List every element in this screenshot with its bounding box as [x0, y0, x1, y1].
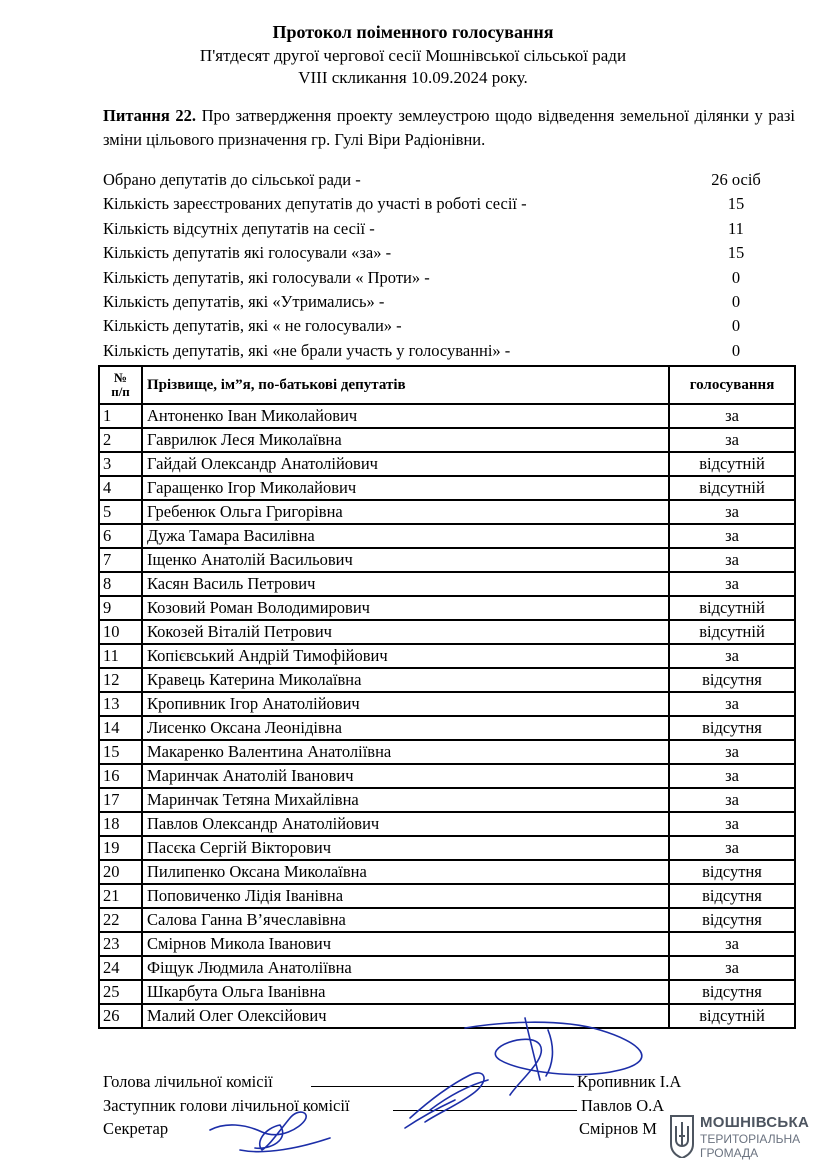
col-num-line2: п/п — [111, 384, 130, 399]
deputy-name: Павлов Олександр Анатолійович — [142, 812, 669, 836]
vote-result: за — [669, 788, 795, 812]
deputy-name: Малий Олег Олексійович — [142, 1004, 669, 1028]
vote-result: відсутній — [669, 452, 795, 476]
row-number: 19 — [99, 836, 142, 860]
deputy-name: Макаренко Валентина Анатоліївна — [142, 740, 669, 764]
stat-label: Кількість депутатів які голосували «за» - — [103, 243, 392, 263]
stat-label: Кількість депутатів, які « не голосували» - — [103, 316, 402, 336]
vote-result: за — [669, 740, 795, 764]
vote-result: відсутній — [669, 596, 795, 620]
vote-result: відсутня — [669, 884, 795, 908]
stat-value: 11 — [728, 218, 744, 238]
table-row — [99, 644, 795, 668]
deputy-name: Кропивник Ігор Анатолійович — [142, 692, 669, 716]
vote-result: за — [669, 500, 795, 524]
row-number: 10 — [99, 620, 142, 644]
vote-result: відсутній — [669, 1004, 795, 1028]
vote-result: відсутній — [669, 620, 795, 644]
signature-rule — [311, 1072, 574, 1087]
vote-result: відсутня — [669, 668, 795, 692]
deputy-name: Копієвський Андрій Тимофійович — [142, 644, 669, 668]
deputy-name: Гайдай Олександр Анатолійович — [142, 452, 669, 476]
secretary-name: Смірнов М — [579, 1119, 657, 1138]
stat-value: 0 — [731, 267, 741, 287]
stat-value: 15 — [727, 194, 745, 214]
row-number: 25 — [99, 980, 142, 1004]
table-row — [99, 692, 795, 716]
row-number: 2 — [99, 428, 142, 452]
row-number: 21 — [99, 884, 142, 908]
logo-line1: МОШНІВСЬКА — [700, 1114, 810, 1131]
row-number: 6 — [99, 524, 142, 548]
stat-row — [103, 316, 803, 340]
table-row — [99, 668, 795, 692]
deputy-name: Пилипенко Оксана Миколаївна — [142, 860, 669, 884]
signature-rule — [393, 1096, 577, 1111]
col-name-header: Прізвище, ім”я, по-батькові депутатів — [142, 366, 669, 404]
row-number: 16 — [99, 764, 142, 788]
deputy-name: Гаращенко Ігор Миколайович — [142, 476, 669, 500]
page-title: Протокол поіменного голосування — [272, 22, 554, 42]
table-row — [99, 836, 795, 860]
deputy-name: Гребенюк Ольга Григорівна — [142, 500, 669, 524]
row-number: 12 — [99, 668, 142, 692]
row-number: 7 — [99, 548, 142, 572]
row-number: 18 — [99, 812, 142, 836]
table-row — [99, 980, 795, 1004]
row-number: 9 — [99, 596, 142, 620]
table-row — [99, 764, 795, 788]
deputy-name: Кравець Катерина Миколаївна — [142, 668, 669, 692]
deputy-name: Антоненко Іван Миколайович — [142, 404, 669, 428]
stat-row — [103, 170, 803, 194]
logo-line2: ТЕРИТОРІАЛЬНА — [700, 1132, 801, 1146]
row-number: 1 — [99, 404, 142, 428]
vote-result: за — [669, 572, 795, 596]
question-paragraph — [103, 104, 795, 152]
vote-result: за — [669, 524, 795, 548]
deputy-name: Смірнов Микола Іванович — [142, 932, 669, 956]
table-row — [99, 452, 795, 476]
stat-row — [103, 219, 803, 243]
vote-result: за — [669, 644, 795, 668]
table-row — [99, 884, 795, 908]
deputy-name: Шкарбута Ольга Іванівна — [142, 980, 669, 1004]
row-number: 20 — [99, 860, 142, 884]
deputy-name: Дужа Тамара Василівна — [142, 524, 669, 548]
vote-result: за — [669, 692, 795, 716]
logo-line3: ГРОМАДА — [700, 1146, 759, 1160]
question-text: Про затвердження проекту землеустрою щодо відведення земельної ділянки у разі зміни цільового призначення гр. Гулі Віри Радіонівни. — [103, 106, 795, 149]
deputy-name: Маринчак Тетяна Михайлівна — [142, 788, 669, 812]
col-num-line1: № — [113, 370, 128, 385]
row-number: 24 — [99, 956, 142, 980]
row-number: 3 — [99, 452, 142, 476]
row-number: 17 — [99, 788, 142, 812]
row-number: 22 — [99, 908, 142, 932]
row-number: 8 — [99, 572, 142, 596]
stat-label: Кількість депутатів, які голосували « Проти» - — [103, 267, 430, 287]
table-row — [99, 404, 795, 428]
table-row — [99, 500, 795, 524]
table-row — [99, 740, 795, 764]
vote-result: за — [669, 764, 795, 788]
vote-result: за — [669, 404, 795, 428]
row-number: 26 — [99, 1004, 142, 1028]
deputy-name: Лисенко Оксана Леонідівна — [142, 716, 669, 740]
col-vote-header: голосування — [669, 366, 795, 404]
deputy-name: Пасєка Сергій Вікторович — [142, 836, 669, 860]
deputy-role: Заступник голови лічильної комісії — [103, 1096, 350, 1115]
row-number: 4 — [99, 476, 142, 500]
vote-result: за — [669, 812, 795, 836]
table-row — [99, 812, 795, 836]
table-row — [99, 524, 795, 548]
stat-value: 15 — [727, 243, 745, 263]
deputy-name: Козовий Роман Володимирович — [142, 596, 669, 620]
vote-result: за — [669, 956, 795, 980]
vote-result: за — [669, 428, 795, 452]
stat-label: Кількість зареєстрованих депутатів до участі в роботі сесії - — [103, 194, 527, 214]
deputy-name: Гаврилюк Леся Миколаївна — [142, 428, 669, 452]
row-number: 23 — [99, 932, 142, 956]
vote-result: за — [669, 836, 795, 860]
deputy-name: Павлов О.А — [581, 1096, 665, 1115]
vote-result: відсутній — [669, 476, 795, 500]
convocation-date: VIII скликання 10.09.2024 року. — [298, 68, 528, 87]
vote-result: відсутня — [669, 908, 795, 932]
table-row — [99, 476, 795, 500]
deputy-name: Салова Ганна В’ячеславівна — [142, 908, 669, 932]
stat-row — [103, 341, 803, 365]
row-number: 13 — [99, 692, 142, 716]
stat-row — [103, 194, 803, 218]
deputy-name: Касян Василь Петрович — [142, 572, 669, 596]
stat-value: 0 — [731, 340, 741, 360]
row-number: 5 — [99, 500, 142, 524]
secretary-role: Секретар — [103, 1119, 169, 1138]
stat-label: Кількість відсутніх депутатів на сесії - — [103, 218, 375, 238]
table-row — [99, 1004, 795, 1028]
stat-label: Обрано депутатів до сільської ради - — [103, 170, 361, 189]
deputy-name: Маринчак Анатолій Іванович — [142, 764, 669, 788]
stat-value: 0 — [731, 316, 741, 336]
deputy-name: Іщенко Анатолій Васильович — [142, 548, 669, 572]
stat-label: Кількість депутатів, які «Утримались» - — [103, 292, 385, 311]
stat-row — [103, 268, 803, 292]
table-row — [99, 548, 795, 572]
table-row — [99, 788, 795, 812]
col-number-header — [99, 366, 142, 404]
vote-result: відсутня — [669, 860, 795, 884]
trident-icon — [668, 1114, 696, 1158]
table-row — [99, 428, 795, 452]
head-name: Кропивник І.А — [577, 1072, 682, 1091]
stat-row — [103, 243, 803, 267]
vote-result: за — [669, 548, 795, 572]
stat-value: 26 осіб — [711, 170, 761, 189]
head-role: Голова лічильної комісії — [103, 1072, 273, 1091]
vote-result: за — [669, 932, 795, 956]
deputy-name: Фіщук Людмила Анатоліївна — [142, 956, 669, 980]
stat-value: 0 — [731, 292, 741, 311]
table-row — [99, 908, 795, 932]
question-label: Питання 22. — [103, 106, 197, 125]
deputy-name: Поповиченко Лідія Іванівна — [142, 884, 669, 908]
table-row — [99, 956, 795, 980]
vote-result: відсутня — [669, 716, 795, 740]
stat-label: Кількість депутатів, які «не брали участь у голосуванні» - — [103, 340, 511, 360]
table-row — [99, 572, 795, 596]
row-number: 11 — [99, 644, 142, 668]
table-row — [99, 716, 795, 740]
table-row — [99, 596, 795, 620]
row-number: 14 — [99, 716, 142, 740]
session-subtitle: П'ятдесят другої чергової сесії Мошнівської сільської ради — [199, 46, 627, 65]
row-number: 15 — [99, 740, 142, 764]
vote-result: відсутня — [669, 980, 795, 1004]
stat-row — [103, 292, 803, 316]
table-row — [99, 620, 795, 644]
votes-table — [98, 365, 796, 1029]
signature-secretary — [210, 1112, 330, 1152]
table-header-row — [99, 366, 795, 404]
table-row — [99, 860, 795, 884]
deputy-name: Кокозей Віталій Петрович — [142, 620, 669, 644]
community-logo — [668, 1112, 826, 1162]
table-row — [99, 932, 795, 956]
